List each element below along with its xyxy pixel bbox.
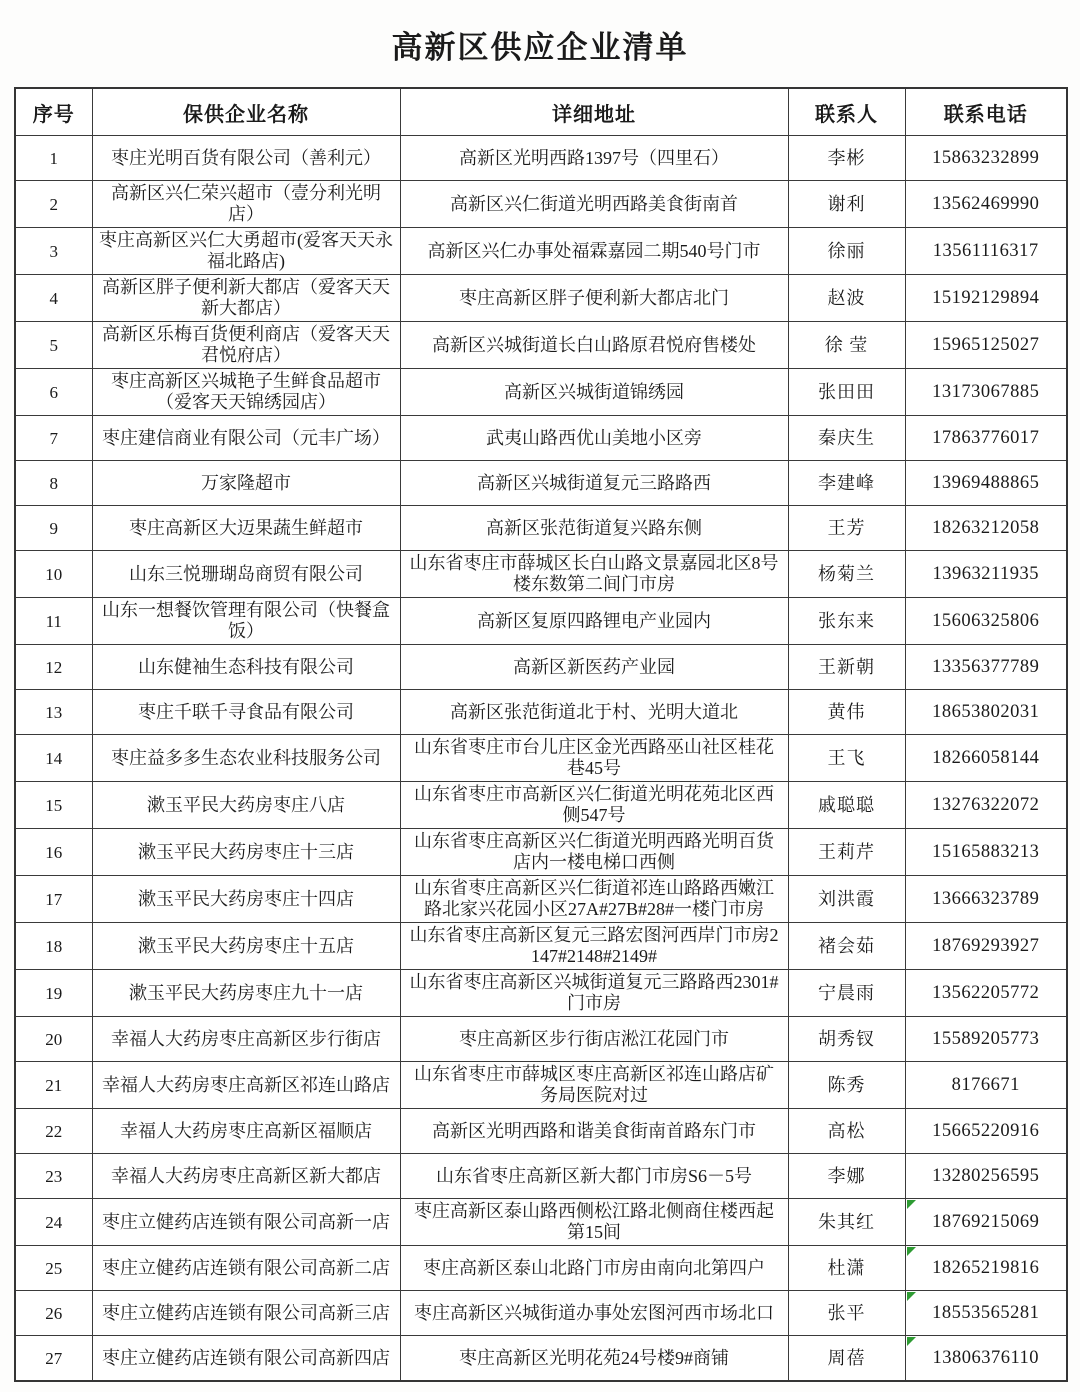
serial-cell: 16: [15, 829, 92, 876]
address-cell: 高新区张范街道复兴路东侧: [400, 506, 788, 551]
contact-cell: 谢利: [788, 181, 905, 228]
contact-cell: 徐丽: [788, 228, 905, 275]
serial-cell: 8: [15, 461, 92, 506]
header-contact: 联系人: [788, 88, 905, 136]
company-name-cell: 山东三悦珊瑚岛商贸有限公司: [92, 551, 400, 598]
phone-number: 13562469990: [932, 193, 1040, 214]
contact-cell: 高松: [788, 1109, 905, 1154]
table-row: [15, 876, 1067, 923]
contact-cell: 秦庆生: [788, 416, 905, 461]
contact-cell: 张平: [788, 1291, 905, 1336]
phone-number: 18265219816: [932, 1257, 1040, 1278]
contact-cell: 刘洪霞: [788, 876, 905, 923]
serial-cell: 20: [15, 1017, 92, 1062]
contact-cell: 陈秀: [788, 1062, 905, 1109]
contact-cell: 朱其红: [788, 1199, 905, 1246]
company-name-cell: 枣庄光明百货有限公司（善利元）: [92, 136, 400, 181]
address-cell: 山东省枣庄高新区复元三路宏图河西岸门市房2147#2148#2149#: [400, 923, 788, 970]
company-name-cell: 漱玉平民大药房枣庄十四店: [92, 876, 400, 923]
table-row: [15, 1154, 1067, 1199]
serial-cell: 24: [15, 1199, 92, 1246]
serial-cell: 9: [15, 506, 92, 551]
phone-cell: [905, 322, 1067, 369]
serial-cell: 1: [15, 136, 92, 181]
phone-cell: [905, 1199, 1067, 1246]
contact-cell: 李彬: [788, 136, 905, 181]
address-cell: 高新区光明西路1397号（四里石）: [400, 136, 788, 181]
phone-cell: [905, 416, 1067, 461]
serial-cell: 13: [15, 690, 92, 735]
serial-cell: 25: [15, 1246, 92, 1291]
contact-cell: 李建峰: [788, 461, 905, 506]
company-name-cell: 高新区兴仁荣兴超市（壹分利光明店）: [92, 181, 400, 228]
phone-cell: [905, 369, 1067, 416]
serial-cell: 23: [15, 1154, 92, 1199]
contact-cell: 黄伟: [788, 690, 905, 735]
address-cell: 山东省枣庄市薛城区枣庄高新区祁连山路店矿务局医院对过: [400, 1062, 788, 1109]
contact-cell: 宁晨雨: [788, 970, 905, 1017]
header-serial: 序号: [15, 88, 92, 136]
company-name-cell: 枣庄建信商业有限公司（元丰广场）: [92, 416, 400, 461]
table-row: [15, 782, 1067, 829]
address-cell: 山东省枣庄高新区兴仁街道祁连山路路西嫩江路北家兴花园小区27A#27B#28#一楼门市房: [400, 876, 788, 923]
serial-cell: 15: [15, 782, 92, 829]
serial-cell: 14: [15, 735, 92, 782]
phone-number: 8176671: [951, 1074, 1020, 1095]
phone-cell: [905, 1154, 1067, 1199]
phone-cell: [905, 506, 1067, 551]
table-row: [15, 461, 1067, 506]
address-cell: 枣庄高新区泰山北路门市房由南向北第四户: [400, 1246, 788, 1291]
cell-flag-icon: [907, 1200, 916, 1209]
address-cell: 枣庄高新区胖子便利新大都店北门: [400, 275, 788, 322]
address-cell: 高新区兴仁街道光明西路美食街南首: [400, 181, 788, 228]
table-row: [15, 923, 1067, 970]
table-row: [15, 1336, 1067, 1382]
phone-cell: [905, 735, 1067, 782]
phone-cell: [905, 876, 1067, 923]
serial-cell: 3: [15, 228, 92, 275]
address-cell: 高新区新医药产业园: [400, 645, 788, 690]
company-name-cell: 枣庄高新区兴仁大勇超市(爱客天天永福北路店): [92, 228, 400, 275]
company-name-cell: 山东健袖生态科技有限公司: [92, 645, 400, 690]
company-name-cell: 枣庄千联千寻食品有限公司: [92, 690, 400, 735]
table-row: [15, 735, 1067, 782]
contact-cell: 张东来: [788, 598, 905, 645]
table-row: [15, 1291, 1067, 1336]
phone-number: 15665220916: [932, 1120, 1040, 1141]
serial-cell: 22: [15, 1109, 92, 1154]
phone-number: 15965125027: [932, 334, 1040, 355]
table-row: [15, 416, 1067, 461]
phone-cell: [905, 970, 1067, 1017]
contact-cell: 王芳: [788, 506, 905, 551]
table-row: [15, 551, 1067, 598]
phone-cell: [905, 1109, 1067, 1154]
address-cell: 高新区兴城街道锦绣园: [400, 369, 788, 416]
phone-cell: [905, 829, 1067, 876]
header-address: 详细地址: [400, 88, 788, 136]
contact-cell: 王飞: [788, 735, 905, 782]
phone-cell: [905, 645, 1067, 690]
serial-cell: 21: [15, 1062, 92, 1109]
address-cell: 高新区张范街道北于村、光明大道北: [400, 690, 788, 735]
table-row: [15, 181, 1067, 228]
serial-cell: 10: [15, 551, 92, 598]
serial-cell: 19: [15, 970, 92, 1017]
company-name-cell: 枣庄高新区兴城艳子生鲜食品超市（爱客天天锦绣园店）: [92, 369, 400, 416]
contact-cell: 王新朝: [788, 645, 905, 690]
address-cell: 山东省枣庄市台儿庄区金光西路巫山社区桂花巷45号: [400, 735, 788, 782]
phone-number: 13173067885: [932, 381, 1040, 402]
phone-number: 15606325806: [932, 610, 1040, 631]
phone-cell: [905, 1291, 1067, 1336]
phone-number: 13356377789: [932, 656, 1040, 677]
contact-cell: 赵波: [788, 275, 905, 322]
phone-cell: [905, 1246, 1067, 1291]
address-cell: 高新区光明西路和谐美食街南首路东门市: [400, 1109, 788, 1154]
phone-cell: [905, 598, 1067, 645]
company-name-cell: 枣庄高新区大迈果蔬生鲜超市: [92, 506, 400, 551]
contact-cell: 杨菊兰: [788, 551, 905, 598]
cell-flag-icon: [907, 1247, 916, 1256]
address-cell: 武夷山路西优山美地小区旁: [400, 416, 788, 461]
company-name-cell: 高新区乐梅百货便利商店（爱客天天君悦府店）: [92, 322, 400, 369]
phone-number: 13561116317: [932, 240, 1039, 261]
company-name-cell: 枣庄立健药店连锁有限公司高新三店: [92, 1291, 400, 1336]
phone-number: 18653802031: [932, 701, 1040, 722]
address-cell: 枣庄高新区泰山路西侧松江路北侧商住楼西起第15间: [400, 1199, 788, 1246]
table-row: [15, 970, 1067, 1017]
table-row: [15, 322, 1067, 369]
company-name-cell: 漱玉平民大药房枣庄十五店: [92, 923, 400, 970]
phone-cell: [905, 1062, 1067, 1109]
phone-number: 15863232899: [932, 147, 1040, 168]
phone-number: 13280256595: [932, 1165, 1040, 1186]
phone-cell: [905, 461, 1067, 506]
table-row: [15, 275, 1067, 322]
phone-cell: [905, 551, 1067, 598]
address-cell: 山东省枣庄市高新区兴仁街道光明花苑北区西侧547号: [400, 782, 788, 829]
serial-cell: 2: [15, 181, 92, 228]
table-row: [15, 1199, 1067, 1246]
address-cell: 山东省枣庄高新区兴仁街道光明西路光明百货店内一楼电梯口西侧: [400, 829, 788, 876]
contact-cell: 褚会茹: [788, 923, 905, 970]
cell-flag-icon: [907, 1337, 916, 1346]
phone-cell: [905, 1336, 1067, 1382]
phone-number: 15589205773: [932, 1028, 1040, 1049]
contact-cell: 杜潇: [788, 1246, 905, 1291]
serial-cell: 5: [15, 322, 92, 369]
phone-cell: [905, 923, 1067, 970]
phone-cell: [905, 275, 1067, 322]
serial-cell: 6: [15, 369, 92, 416]
address-cell: 山东省枣庄高新区新大都门市房S6－5号: [400, 1154, 788, 1199]
address-cell: 枣庄高新区光明花苑24号楼9#商铺: [400, 1336, 788, 1382]
phone-number: 13666323789: [932, 888, 1040, 909]
company-name-cell: 山东一想餐饮管理有限公司（快餐盒饭）: [92, 598, 400, 645]
table-row: [15, 690, 1067, 735]
phone-number: 17863776017: [932, 427, 1040, 448]
phone-cell: [905, 181, 1067, 228]
company-name-cell: 高新区胖子便利新大都店（爱客天天新大都店）: [92, 275, 400, 322]
page-title: 高新区供应企业清单: [391, 30, 689, 65]
contact-cell: 张田田: [788, 369, 905, 416]
serial-cell: 17: [15, 876, 92, 923]
supplier-table: [14, 87, 1068, 1382]
address-cell: 山东省枣庄市薛城区长白山路文景嘉园北区8号楼东数第二间门市房: [400, 551, 788, 598]
serial-cell: 18: [15, 923, 92, 970]
table-row: [15, 1109, 1067, 1154]
address-cell: 山东省枣庄高新区兴城街道复元三路路西2301#门市房: [400, 970, 788, 1017]
phone-cell: [905, 136, 1067, 181]
phone-number: 18769215069: [932, 1211, 1040, 1232]
table-row: [15, 1062, 1067, 1109]
cell-flag-icon: [907, 1292, 916, 1301]
phone-number: 18769293927: [932, 935, 1040, 956]
company-name-cell: 漱玉平民大药房枣庄九十一店: [92, 970, 400, 1017]
company-name-cell: 幸福人大药房枣庄高新区新大都店: [92, 1154, 400, 1199]
company-name-cell: 幸福人大药房枣庄高新区步行街店: [92, 1017, 400, 1062]
phone-number: 15165883213: [932, 841, 1040, 862]
phone-number: 13276322072: [932, 794, 1040, 815]
phone-number: 13969488865: [932, 472, 1040, 493]
address-cell: 高新区复原四路锂电产业园内: [400, 598, 788, 645]
serial-cell: 26: [15, 1291, 92, 1336]
phone-cell: [905, 1017, 1067, 1062]
table-row: [15, 506, 1067, 551]
phone-number: 13963211935: [932, 563, 1040, 584]
serial-cell: 27: [15, 1336, 92, 1382]
table-row: [15, 136, 1067, 181]
header-row: [15, 88, 1067, 136]
phone-cell: [905, 690, 1067, 735]
serial-cell: 11: [15, 598, 92, 645]
phone-number: 18263212058: [932, 517, 1040, 538]
contact-cell: 戚聪聪: [788, 782, 905, 829]
company-name-cell: 幸福人大药房枣庄高新区祁连山路店: [92, 1062, 400, 1109]
serial-cell: 4: [15, 275, 92, 322]
company-name-cell: 幸福人大药房枣庄高新区福顺店: [92, 1109, 400, 1154]
serial-cell: 7: [15, 416, 92, 461]
table-row: [15, 645, 1067, 690]
contact-cell: 徐 莹: [788, 322, 905, 369]
company-name-cell: 枣庄益多多生态农业科技服务公司: [92, 735, 400, 782]
company-name-cell: 漱玉平民大药房枣庄八店: [92, 782, 400, 829]
contact-cell: 李娜: [788, 1154, 905, 1199]
table-body: [15, 136, 1067, 1382]
table-row: [15, 829, 1067, 876]
header-phone: 联系电话: [905, 88, 1067, 136]
contact-cell: 胡秀钗: [788, 1017, 905, 1062]
contact-cell: 周蓓: [788, 1336, 905, 1382]
company-name-cell: 枣庄立健药店连锁有限公司高新四店: [92, 1336, 400, 1382]
table-row: [15, 598, 1067, 645]
address-cell: 高新区兴仁办事处福霖嘉园二期540号门市: [400, 228, 788, 275]
phone-cell: [905, 782, 1067, 829]
address-cell: 枣庄高新区步行街店淞江花园门市: [400, 1017, 788, 1062]
phone-number: 15192129894: [932, 287, 1040, 308]
table-row: [15, 369, 1067, 416]
phone-number: 13562205772: [932, 982, 1040, 1003]
phone-cell: [905, 228, 1067, 275]
phone-number: 13806376110: [932, 1347, 1040, 1368]
phone-number: 18266058144: [932, 747, 1040, 768]
phone-number: 18553565281: [932, 1302, 1040, 1323]
company-name-cell: 枣庄立健药店连锁有限公司高新一店: [92, 1199, 400, 1246]
company-name-cell: 漱玉平民大药房枣庄十三店: [92, 829, 400, 876]
address-cell: 高新区兴城街道长白山路原君悦府售楼处: [400, 322, 788, 369]
table-row: [15, 228, 1067, 275]
header-company-name: 保供企业名称: [92, 88, 400, 136]
company-name-cell: 枣庄立健药店连锁有限公司高新二店: [92, 1246, 400, 1291]
contact-cell: 王莉芹: [788, 829, 905, 876]
table-row: [15, 1017, 1067, 1062]
address-cell: 高新区兴城街道复元三路路西: [400, 461, 788, 506]
serial-cell: 12: [15, 645, 92, 690]
company-name-cell: 万家隆超市: [92, 461, 400, 506]
address-cell: 枣庄高新区兴城街道办事处宏图河西市场北口: [400, 1291, 788, 1336]
table-row: [15, 1246, 1067, 1291]
